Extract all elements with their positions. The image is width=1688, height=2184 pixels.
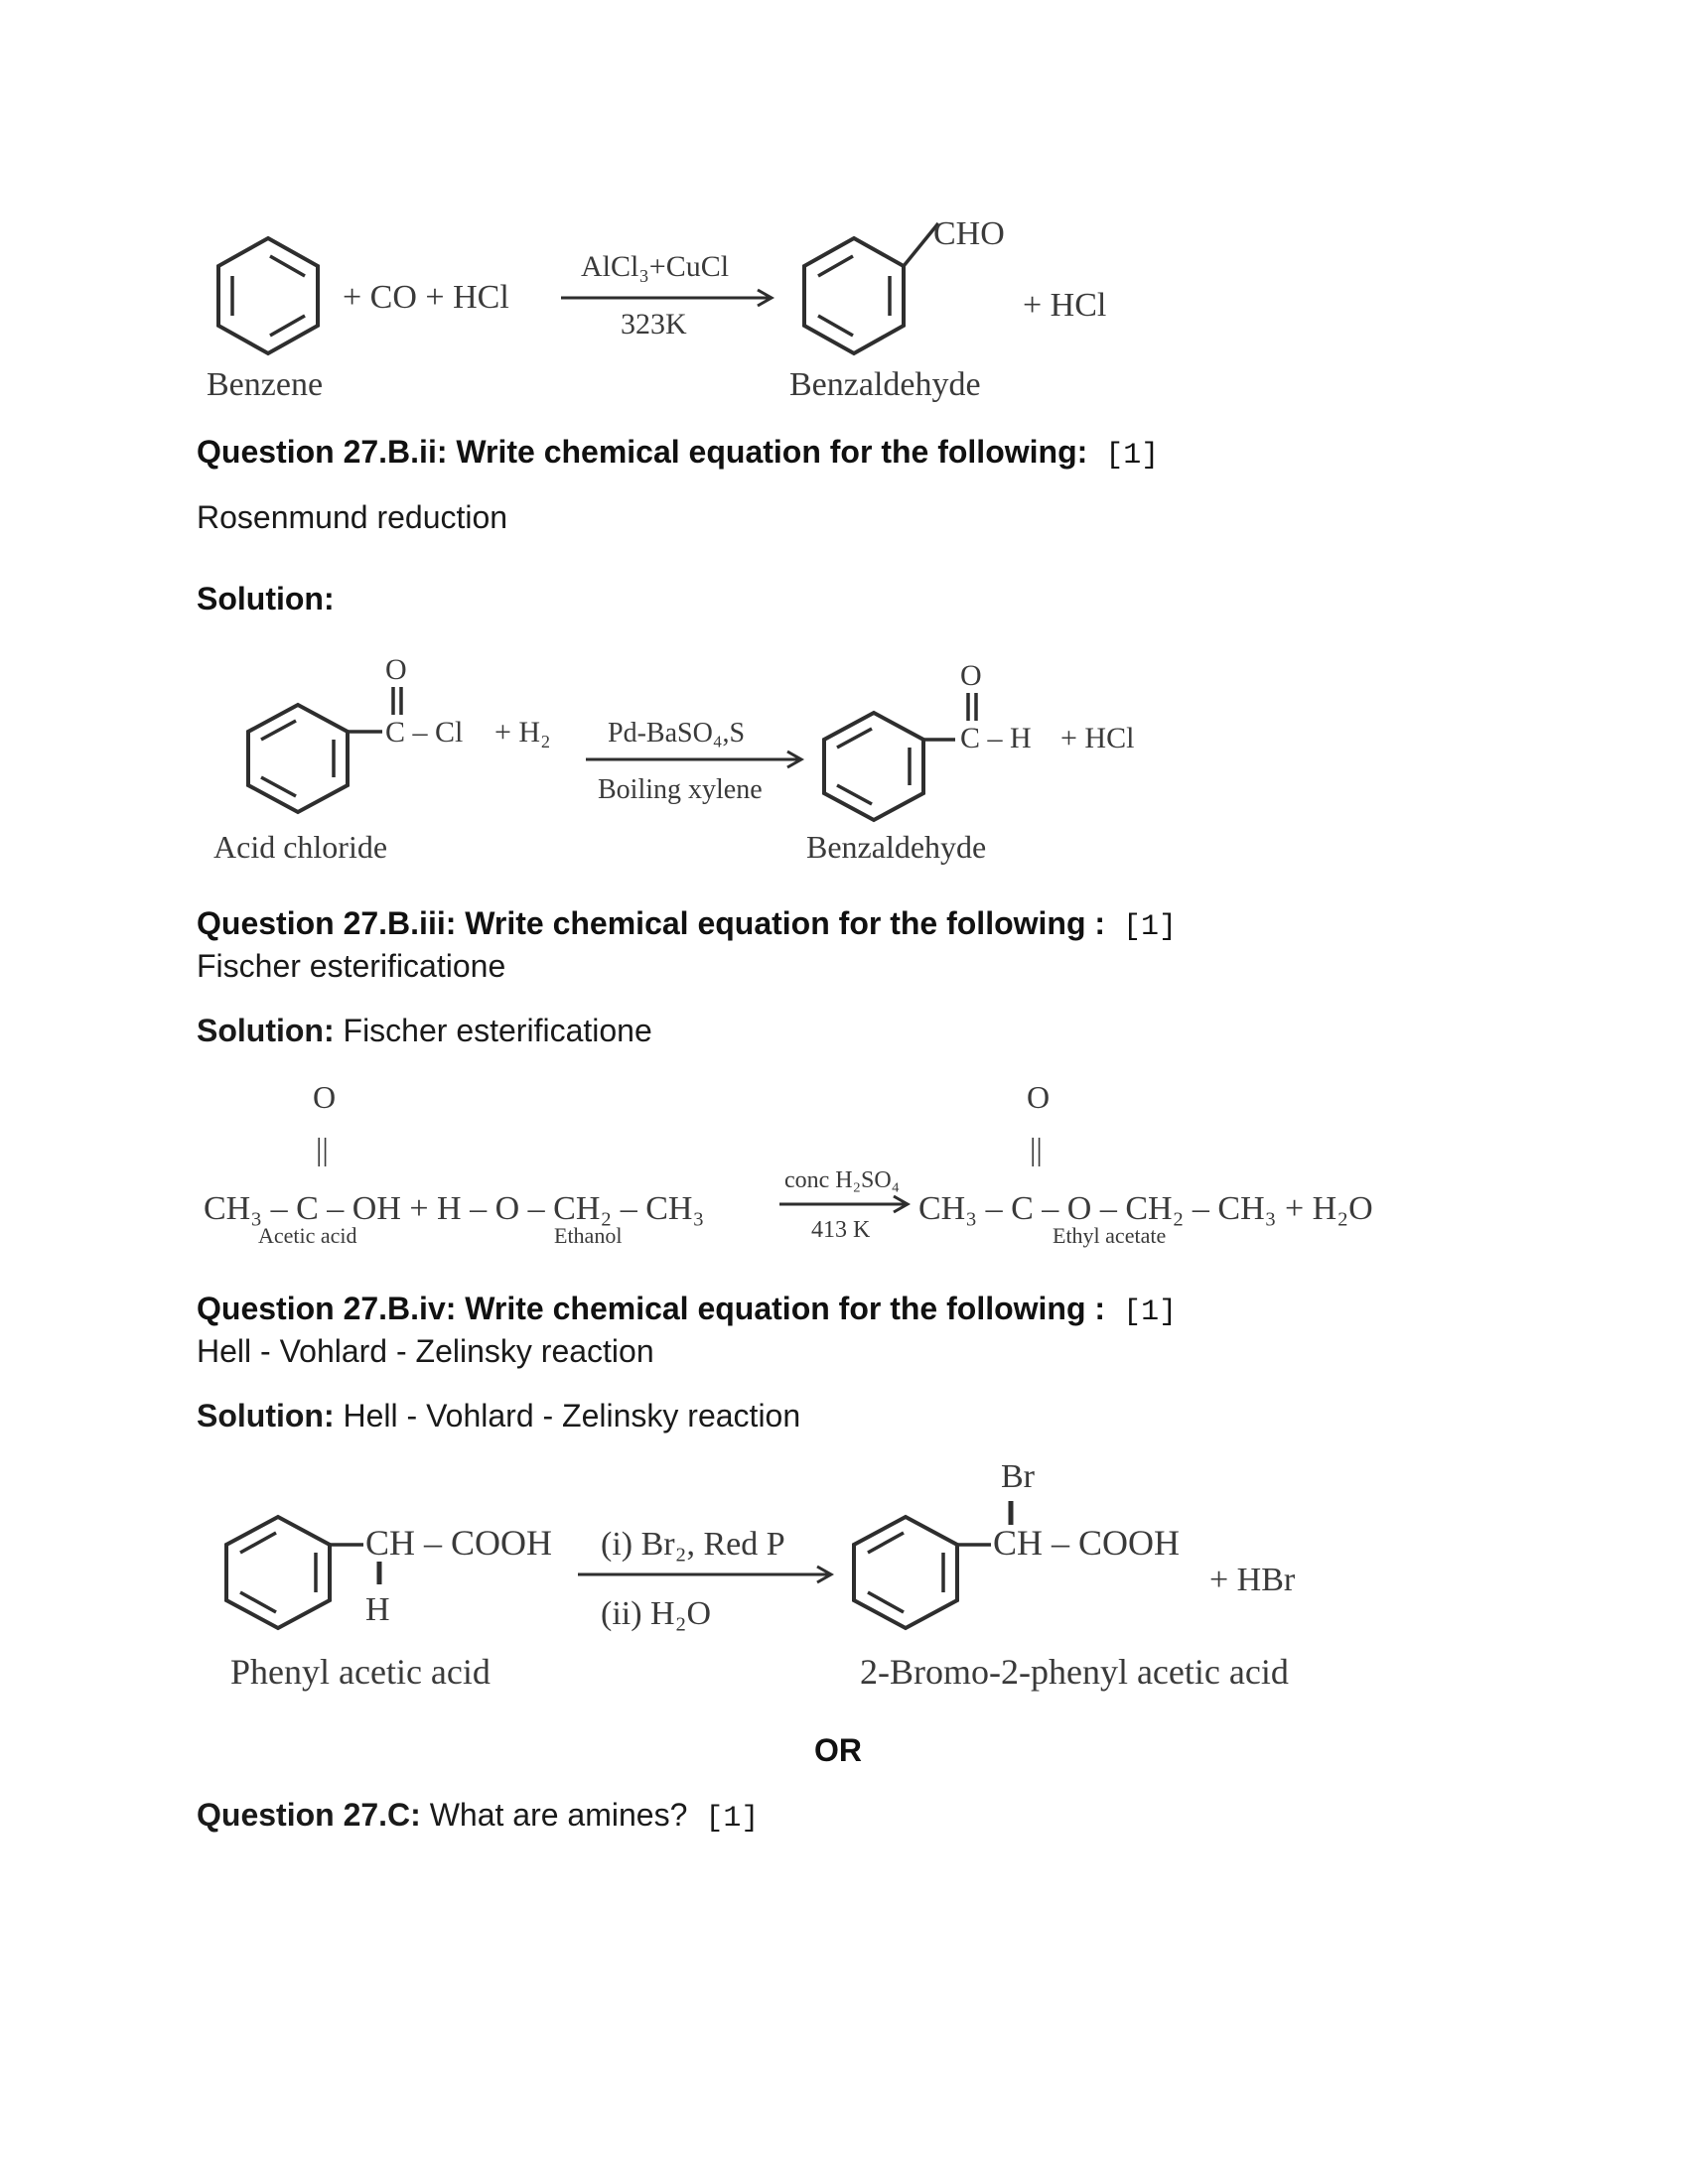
equation-hvz-reaction [0,1449,1688,1707]
eq3-oxygen-right: O [1027,1079,1051,1115]
eq4-product-group: CH – COOH [993,1523,1181,1563]
equation-fischer-esterification [0,1072,1688,1271]
eq1-product-name: Benzaldehyde [789,366,981,403]
or-separator: OR [814,1732,862,1768]
eq1-condition-bottom: 323K [621,308,687,341]
eq3-condition-top: conc H₂SO₄ [784,1167,901,1193]
equation-gattermann-koch [0,199,1688,427]
eq1-reagents: + CO + HCl [343,279,509,316]
solution-label: Solution: [197,1013,335,1048]
eq2-product-oxygen: O [960,659,982,692]
eq3-label-acetic-acid: Acetic acid [258,1223,357,1248]
question-27b-ii-heading: Question 27.B.ii: Write chemical equation for the following: [1] [197,434,1160,473]
eq1-reactant-name: Benzene [207,366,324,403]
eq4-byproduct: + HBr [1209,1562,1296,1598]
question-27b-iv-text: Hell - Vohlard - Zelinsky reaction [197,1333,654,1369]
eq3-double-bond-right: || [1030,1131,1043,1166]
eq1-product-group: CHO [933,215,1005,252]
eq4-product-name: 2-Bromo-2-phenyl acetic acid [860,1652,1289,1692]
marks-badge: [1] [1123,1296,1178,1329]
marks-badge: [1] [1105,439,1160,473]
question-27b-iii-text: Fischer esterificatione [197,948,506,984]
solution-line [197,1013,652,1049]
eq2-product-group: C – H [960,722,1032,754]
solution-label: Solution: [197,581,335,616]
eq3-products: CH₃ – C – O – CH₂ – CH₃ + H₂O [918,1190,1373,1227]
eq4-condition-bottom: (ii) H₂O [601,1595,711,1632]
eq3-label-ethanol: Ethanol [554,1223,623,1248]
eq4-hydrogen: H [365,1591,390,1628]
eq2-condition-top: Pd-BaSO₄,S [608,718,746,749]
eq2-oxygen: O [385,653,407,686]
solution-label: Solution: [197,1398,335,1433]
eq3-double-bond-left: || [316,1131,329,1166]
question-27b-iv-heading: Question 27.B.iv: Write chemical equation for the following : [1] [197,1291,1178,1329]
eq4-condition-top: (i) Br₂, Red P [601,1526,785,1563]
eq3-label-ethyl-acetate: Ethyl acetate [1053,1223,1167,1248]
eq2-byproduct: + HCl [1060,722,1135,754]
solution-text: Hell - Vohlard - Zelinsky reaction [334,1398,801,1433]
eq4-reactant-name: Phenyl acetic acid [230,1652,491,1692]
question-27b-iii-heading: Question 27.B.iii: Write chemical equation for the following : [1] [197,905,1178,944]
eq2-product-name: Benzaldehyde [806,829,987,865]
question-27b-ii-text: Rosenmund reduction [197,499,508,535]
question-27c-text: What are amines? [420,1797,688,1833]
solution-text: Fischer esterificatione [334,1013,652,1048]
equation-rosenmund-reduction [0,645,1688,874]
marks-badge: [1] [705,1802,760,1836]
eq3-reactants: CH₃ – C – OH + H – O – CH₂ – CH₃ [204,1190,705,1227]
solution-line [197,1398,800,1434]
eq2-reagent: + H₂ [494,716,551,749]
question-27c-heading: Question 27.C: [197,1797,421,1833]
eq3-oxygen-left: O [313,1079,337,1115]
eq4-group: CH – COOH [365,1523,553,1563]
eq4-bromine: Br [1001,1458,1035,1495]
eq3-condition-bottom: 413 K [811,1217,871,1243]
eq1-byproduct: + HCl [1023,287,1107,324]
eq2-group: C – Cl [385,716,464,749]
eq2-condition-bottom: Boiling xylene [598,774,763,805]
eq1-condition-top: AlCl₃+CuCl [581,250,730,283]
eq2-reactant-name: Acid chloride [213,829,388,865]
question-27c [197,1797,759,1836]
marks-badge: [1] [1123,910,1178,944]
